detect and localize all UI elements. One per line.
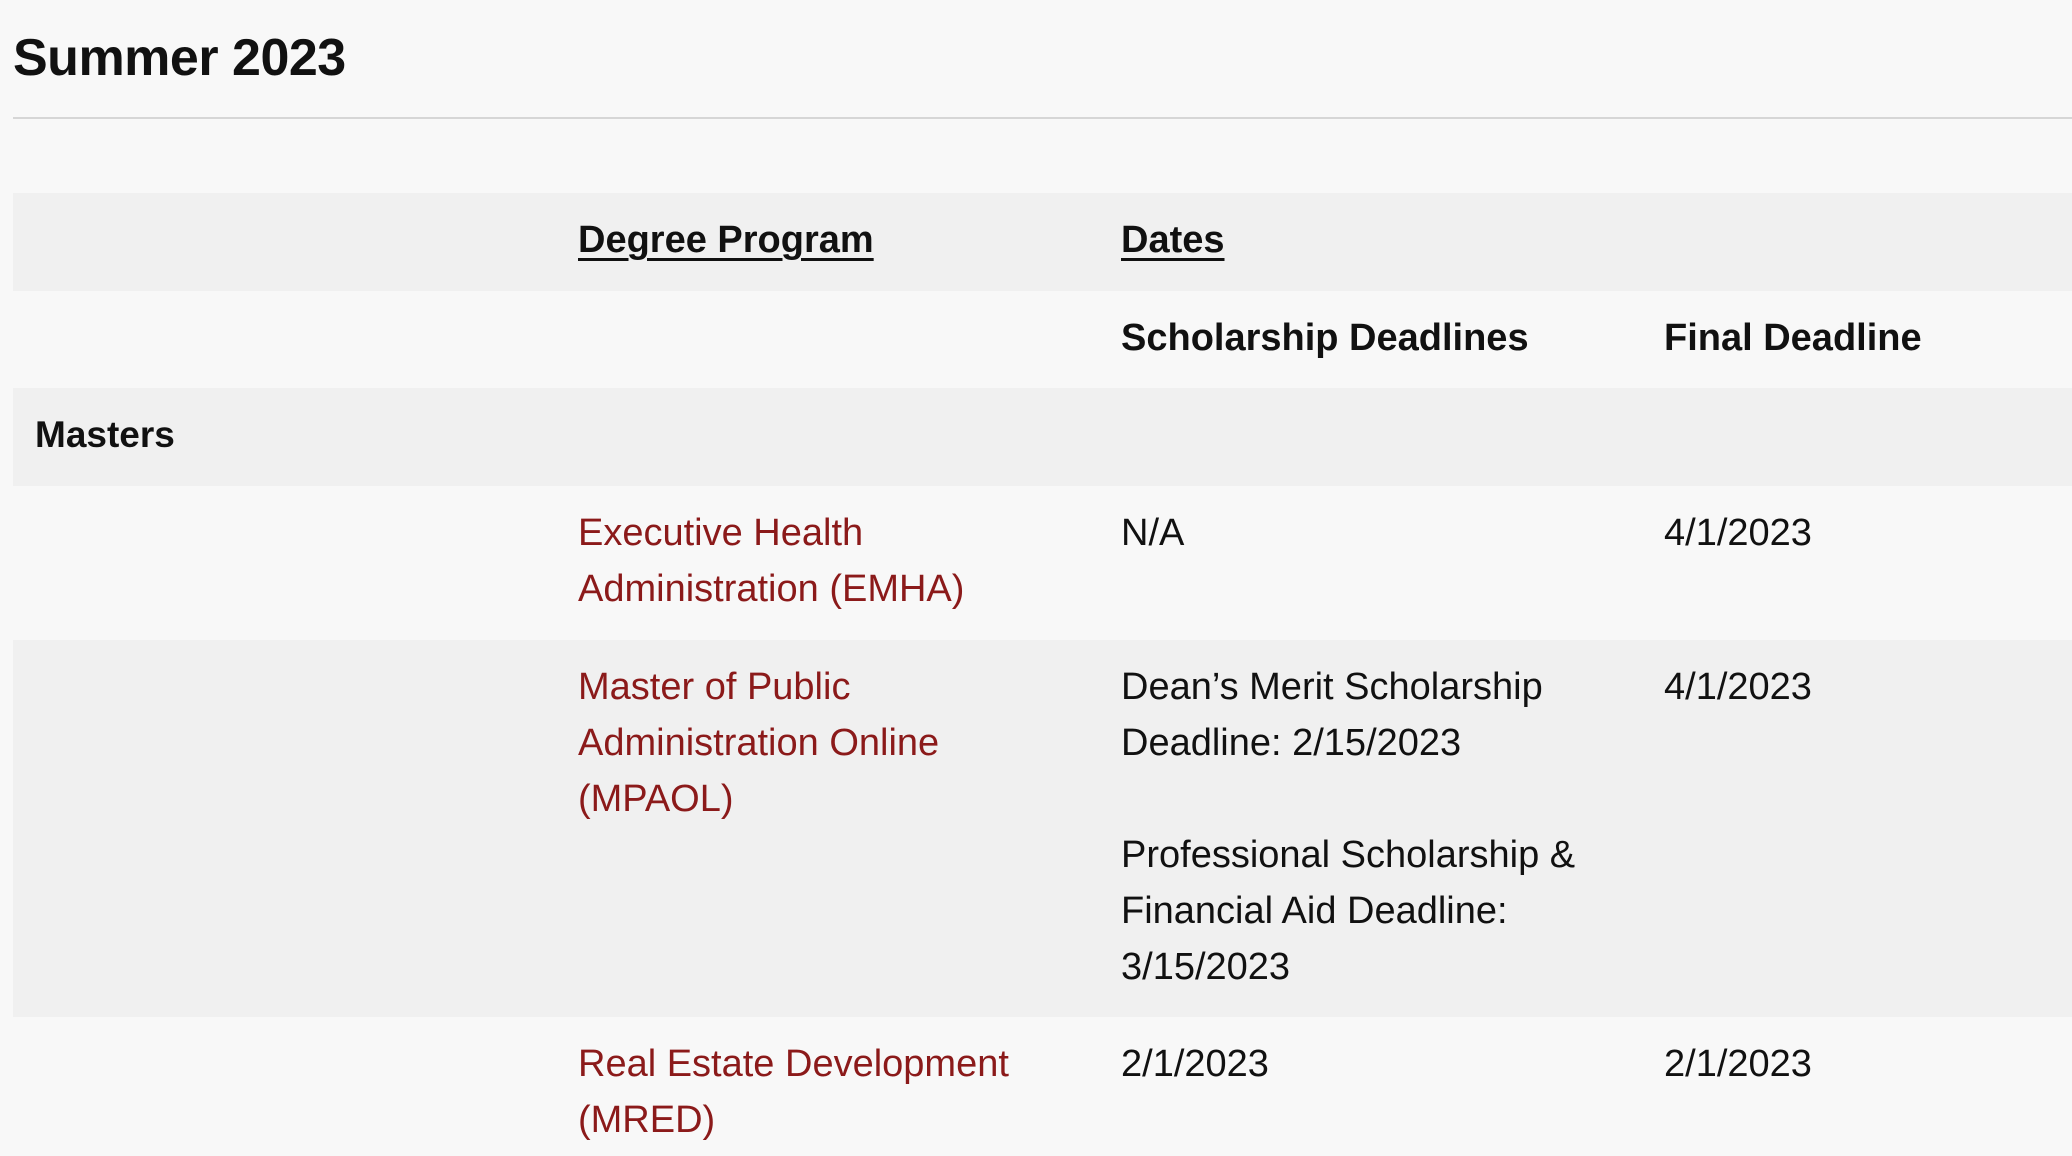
title-divider: [13, 117, 2072, 119]
dates-header-link[interactable]: Dates: [1121, 219, 1225, 261]
program-cell: [578, 1036, 1078, 1148]
final-deadline-cell: 4/1/2023: [1664, 512, 1812, 554]
final-deadline-cell: 2/1/2023: [1664, 1043, 1812, 1085]
program-link-emha[interactable]: Executive Health Administration (EMHA): [578, 512, 965, 610]
scholarship-deadline-cell: N/A: [1121, 512, 1185, 554]
program-cell: [578, 505, 1078, 617]
scholarship-deadline-cell: [1121, 659, 1591, 995]
table-subheader-row: [13, 291, 2072, 388]
table-row: [13, 640, 2072, 1017]
program-link-mpaol[interactable]: Master of Public Administration Online (MPAOL): [578, 666, 940, 820]
table-row: [13, 1017, 2072, 1156]
scholarship-deadline-cell: 2/1/2023: [1121, 1043, 1269, 1085]
professional-scholarship-deadline-text: Professional Scholarship & Financial Aid Deadline: 3/15/2023: [1121, 834, 1576, 988]
deadlines-table: [13, 193, 2072, 1156]
final-deadline-cell: 4/1/2023: [1664, 666, 1812, 708]
section-row-masters: [13, 388, 2072, 486]
table-header-row: [13, 193, 2072, 291]
degree-program-header-link[interactable]: Degree Program: [578, 219, 874, 261]
scholarship-deadlines-header: Scholarship Deadlines: [1121, 317, 1529, 359]
final-deadline-header: Final Deadline: [1664, 317, 1922, 359]
section-label-masters: Masters: [35, 414, 175, 455]
program-link-mred[interactable]: Real Estate Development (MRED): [578, 1043, 1009, 1141]
page-title: Summer 2023: [13, 29, 346, 87]
table-row: [13, 486, 2072, 640]
program-cell: [578, 659, 1078, 827]
deans-merit-deadline-text: Dean’s Merit Scholarship Deadline: 2/15/2023: [1121, 666, 1543, 764]
